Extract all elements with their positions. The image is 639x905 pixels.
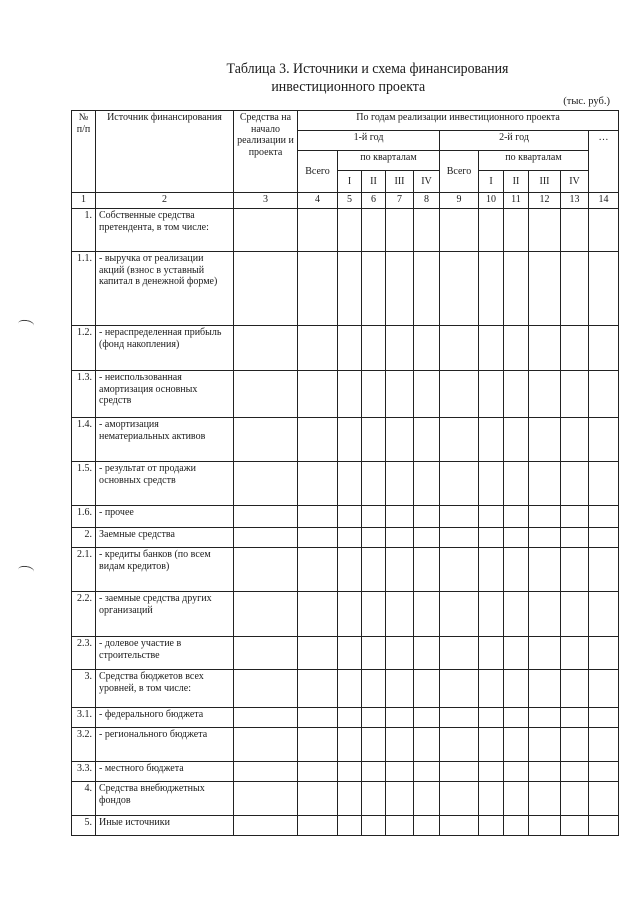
- value-cell: [589, 418, 619, 462]
- value-cell: [234, 728, 298, 762]
- value-cell: [298, 708, 338, 728]
- scan-mark: [17, 565, 34, 576]
- value-cell: [589, 637, 619, 670]
- row-source: Заемные средства: [96, 528, 234, 548]
- header-source: Источник финансирования: [96, 111, 234, 193]
- value-cell: [338, 528, 362, 548]
- value-cell: [386, 708, 414, 728]
- header-total-year2: Всего: [440, 151, 479, 193]
- value-cell: [234, 418, 298, 462]
- value-cell: [234, 506, 298, 528]
- value-cell: [234, 637, 298, 670]
- value-cell: [386, 637, 414, 670]
- value-cell: [440, 816, 479, 836]
- header-funds: Средства на начало реализации и проекта: [234, 111, 298, 193]
- value-cell: [414, 528, 440, 548]
- value-cell: [440, 418, 479, 462]
- value-cell: [298, 326, 338, 371]
- header-quarters-year2: по кварталам: [479, 151, 589, 171]
- row-source: - неиспользованная амортизация основных средств: [96, 371, 234, 418]
- value-cell: [440, 670, 479, 708]
- value-cell: [529, 637, 561, 670]
- row-number: 1.: [72, 209, 96, 252]
- value-cell: [561, 418, 589, 462]
- title-line-2: инвестиционного проекта: [271, 79, 426, 95]
- value-cell: [589, 782, 619, 816]
- value-cell: [561, 762, 589, 782]
- row-number: 5.: [72, 816, 96, 836]
- row-source: - регионального бюджета: [96, 728, 234, 762]
- value-cell: [362, 637, 386, 670]
- value-cell: [504, 252, 529, 326]
- value-cell: [298, 782, 338, 816]
- value-cell: [414, 371, 440, 418]
- value-cell: [338, 592, 362, 637]
- value-cell: [529, 708, 561, 728]
- column-number: 3: [234, 193, 298, 209]
- value-cell: [440, 548, 479, 592]
- value-cell: [386, 506, 414, 528]
- title-line-1: Таблица 3. Источники и схема финансирования: [226, 61, 509, 77]
- row-number: 1.4.: [72, 418, 96, 462]
- row-number: 1.6.: [72, 506, 96, 528]
- units-label: (тыс. руб.): [563, 96, 610, 107]
- value-cell: [479, 762, 504, 782]
- value-cell: [234, 762, 298, 782]
- table-row: [72, 637, 619, 670]
- value-cell: [504, 209, 529, 252]
- value-cell: [529, 326, 561, 371]
- table-row: [72, 728, 619, 762]
- row-source: - федерального бюджета: [96, 708, 234, 728]
- value-cell: [589, 728, 619, 762]
- column-number: 14: [589, 193, 619, 209]
- value-cell: [479, 462, 504, 506]
- scan-mark: [17, 319, 34, 330]
- value-cell: [338, 418, 362, 462]
- value-cell: [479, 592, 504, 637]
- table-row: [72, 670, 619, 708]
- value-cell: [338, 326, 362, 371]
- value-cell: [386, 782, 414, 816]
- value-cell: [414, 708, 440, 728]
- value-cell: [338, 708, 362, 728]
- column-number: 10: [479, 193, 504, 209]
- column-number: 2: [96, 193, 234, 209]
- value-cell: [479, 528, 504, 548]
- value-cell: [479, 252, 504, 326]
- row-source: - местного бюджета: [96, 762, 234, 782]
- value-cell: [234, 371, 298, 418]
- row-number: 3.1.: [72, 708, 96, 728]
- value-cell: [589, 528, 619, 548]
- row-source: Средства бюджетов всех уровней, в том числе:: [96, 670, 234, 708]
- value-cell: [479, 728, 504, 762]
- value-cell: [504, 670, 529, 708]
- value-cell: [529, 528, 561, 548]
- value-cell: [529, 762, 561, 782]
- value-cell: [362, 462, 386, 506]
- value-cell: [529, 782, 561, 816]
- row-source: - результат от продажи основных средств: [96, 462, 234, 506]
- value-cell: [414, 782, 440, 816]
- header-quarter-y2-3: III: [529, 171, 561, 193]
- table-row: [72, 816, 619, 836]
- value-cell: [362, 592, 386, 637]
- value-cell: [589, 548, 619, 592]
- value-cell: [338, 728, 362, 762]
- value-cell: [529, 728, 561, 762]
- value-cell: [561, 816, 589, 836]
- value-cell: [529, 816, 561, 836]
- table-row: [72, 528, 619, 548]
- column-number: 9: [440, 193, 479, 209]
- row-source: - выручка от реализации акций (взнос в уставный капитал в денежной форме): [96, 252, 234, 326]
- column-number: 11: [504, 193, 529, 209]
- value-cell: [479, 637, 504, 670]
- header-quarter-y1-4: IV: [414, 171, 440, 193]
- value-cell: [440, 209, 479, 252]
- value-cell: [414, 209, 440, 252]
- value-cell: [298, 528, 338, 548]
- value-cell: [234, 782, 298, 816]
- value-cell: [414, 418, 440, 462]
- value-cell: [504, 637, 529, 670]
- value-cell: [479, 326, 504, 371]
- value-cell: [440, 506, 479, 528]
- value-cell: [529, 592, 561, 637]
- value-cell: [298, 462, 338, 506]
- value-cell: [561, 326, 589, 371]
- financing-table: [71, 110, 619, 836]
- value-cell: [504, 506, 529, 528]
- value-cell: [362, 670, 386, 708]
- value-cell: [561, 252, 589, 326]
- value-cell: [440, 371, 479, 418]
- header-quarters-year1: по кварталам: [338, 151, 440, 171]
- value-cell: [589, 506, 619, 528]
- column-number: 13: [561, 193, 589, 209]
- value-cell: [234, 252, 298, 326]
- value-cell: [529, 548, 561, 592]
- value-cell: [504, 592, 529, 637]
- value-cell: [440, 728, 479, 762]
- value-cell: [589, 592, 619, 637]
- value-cell: [479, 782, 504, 816]
- value-cell: [386, 816, 414, 836]
- table-row: [72, 548, 619, 592]
- table-row: [72, 592, 619, 637]
- value-cell: [589, 670, 619, 708]
- value-cell: [504, 708, 529, 728]
- value-cell: [504, 326, 529, 371]
- value-cell: [561, 462, 589, 506]
- value-cell: [414, 637, 440, 670]
- row-number: 1.1.: [72, 252, 96, 326]
- row-number: 2.2.: [72, 592, 96, 637]
- value-cell: [440, 528, 479, 548]
- value-cell: [589, 326, 619, 371]
- value-cell: [504, 728, 529, 762]
- value-cell: [298, 252, 338, 326]
- header-by-years: По годам реализации инвестиционного проекта: [298, 111, 619, 131]
- value-cell: [561, 528, 589, 548]
- value-cell: [338, 371, 362, 418]
- value-cell: [338, 816, 362, 836]
- value-cell: [561, 637, 589, 670]
- value-cell: [298, 637, 338, 670]
- value-cell: [414, 548, 440, 592]
- value-cell: [589, 371, 619, 418]
- value-cell: [414, 506, 440, 528]
- value-cell: [362, 326, 386, 371]
- value-cell: [414, 728, 440, 762]
- table-row: [72, 252, 619, 326]
- value-cell: [414, 252, 440, 326]
- value-cell: [386, 528, 414, 548]
- row-source: - долевое участие в строительстве: [96, 637, 234, 670]
- value-cell: [234, 548, 298, 592]
- header-year2: 2-й год: [440, 131, 589, 151]
- table-row: [72, 418, 619, 462]
- row-source: Иные источники: [96, 816, 234, 836]
- value-cell: [561, 670, 589, 708]
- value-cell: [529, 252, 561, 326]
- value-cell: [338, 462, 362, 506]
- value-cell: [561, 708, 589, 728]
- value-cell: [440, 762, 479, 782]
- value-cell: [479, 506, 504, 528]
- header-quarter-y2-2: II: [504, 171, 529, 193]
- value-cell: [589, 762, 619, 782]
- value-cell: [504, 528, 529, 548]
- value-cell: [386, 728, 414, 762]
- header-year1: 1-й год: [298, 131, 440, 151]
- column-number: 5: [338, 193, 362, 209]
- value-cell: [386, 592, 414, 637]
- value-cell: [386, 418, 414, 462]
- header-total-year1: Всего: [298, 151, 338, 193]
- value-cell: [298, 816, 338, 836]
- header-quarter-y1-3: III: [386, 171, 414, 193]
- value-cell: [338, 762, 362, 782]
- value-cell: [298, 548, 338, 592]
- row-source: - прочее: [96, 506, 234, 528]
- value-cell: [440, 782, 479, 816]
- row-number: 2.: [72, 528, 96, 548]
- value-cell: [504, 762, 529, 782]
- value-cell: [589, 252, 619, 326]
- value-cell: [479, 548, 504, 592]
- value-cell: [440, 326, 479, 371]
- value-cell: [414, 816, 440, 836]
- value-cell: [298, 506, 338, 528]
- value-cell: [440, 462, 479, 506]
- value-cell: [504, 816, 529, 836]
- row-source: Средства внебюджетных фондов: [96, 782, 234, 816]
- value-cell: [298, 728, 338, 762]
- row-number: 3.: [72, 670, 96, 708]
- value-cell: [504, 782, 529, 816]
- value-cell: [529, 371, 561, 418]
- value-cell: [298, 371, 338, 418]
- table-row: [72, 371, 619, 418]
- value-cell: [298, 209, 338, 252]
- value-cell: [362, 782, 386, 816]
- value-cell: [561, 592, 589, 637]
- row-number: 3.2.: [72, 728, 96, 762]
- value-cell: [234, 670, 298, 708]
- value-cell: [561, 209, 589, 252]
- value-cell: [386, 670, 414, 708]
- value-cell: [479, 418, 504, 462]
- row-number: 4.: [72, 782, 96, 816]
- value-cell: [504, 371, 529, 418]
- value-cell: [234, 326, 298, 371]
- value-cell: [479, 670, 504, 708]
- value-cell: [561, 728, 589, 762]
- value-cell: [362, 252, 386, 326]
- value-cell: [386, 209, 414, 252]
- column-number: 6: [362, 193, 386, 209]
- value-cell: [234, 462, 298, 506]
- table-title: [13, 60, 626, 96]
- value-cell: [414, 326, 440, 371]
- value-cell: [414, 592, 440, 637]
- value-cell: [529, 670, 561, 708]
- value-cell: [479, 209, 504, 252]
- value-cell: [338, 782, 362, 816]
- value-cell: [529, 209, 561, 252]
- value-cell: [362, 816, 386, 836]
- header-quarter-y1-1: I: [338, 171, 362, 193]
- value-cell: [234, 708, 298, 728]
- value-cell: [386, 762, 414, 782]
- header-quarter-y2-1: I: [479, 171, 504, 193]
- value-cell: [589, 462, 619, 506]
- value-cell: [386, 548, 414, 592]
- value-cell: [561, 371, 589, 418]
- value-cell: [362, 418, 386, 462]
- value-cell: [561, 548, 589, 592]
- value-cell: [338, 209, 362, 252]
- table-row: [72, 462, 619, 506]
- header-quarter-y2-4: IV: [561, 171, 589, 193]
- row-source: - заемные средства других организаций: [96, 592, 234, 637]
- value-cell: [589, 816, 619, 836]
- value-cell: [386, 462, 414, 506]
- row-number: 2.1.: [72, 548, 96, 592]
- row-number: 1.3.: [72, 371, 96, 418]
- value-cell: [338, 252, 362, 326]
- value-cell: [338, 506, 362, 528]
- value-cell: [479, 371, 504, 418]
- value-cell: [386, 371, 414, 418]
- value-cell: [338, 548, 362, 592]
- column-number: 4: [298, 193, 338, 209]
- value-cell: [561, 506, 589, 528]
- value-cell: [414, 762, 440, 782]
- value-cell: [362, 506, 386, 528]
- value-cell: [298, 762, 338, 782]
- value-cell: [440, 592, 479, 637]
- value-cell: [504, 462, 529, 506]
- value-cell: [589, 708, 619, 728]
- value-cell: [440, 252, 479, 326]
- column-number: 12: [529, 193, 561, 209]
- table-row: [72, 209, 619, 252]
- value-cell: [362, 728, 386, 762]
- value-cell: [338, 670, 362, 708]
- value-cell: [298, 592, 338, 637]
- value-cell: [338, 637, 362, 670]
- value-cell: [234, 592, 298, 637]
- value-cell: [362, 762, 386, 782]
- row-source: - нераспределенная прибыль (фонд накопления): [96, 326, 234, 371]
- table-row: [72, 708, 619, 728]
- header-quarter-y1-2: II: [362, 171, 386, 193]
- row-source: - амортизация нематериальных активов: [96, 418, 234, 462]
- value-cell: [362, 371, 386, 418]
- column-number: 1: [72, 193, 96, 209]
- value-cell: [234, 209, 298, 252]
- table-row: [72, 326, 619, 371]
- row-number: 3.3.: [72, 762, 96, 782]
- header-num: № п/п: [72, 111, 96, 193]
- value-cell: [589, 209, 619, 252]
- header-ellipsis: …: [589, 131, 619, 193]
- value-cell: [234, 528, 298, 548]
- value-cell: [529, 506, 561, 528]
- value-cell: [386, 326, 414, 371]
- table-row: [72, 506, 619, 528]
- value-cell: [386, 252, 414, 326]
- table-row: [72, 762, 619, 782]
- value-cell: [440, 708, 479, 728]
- value-cell: [561, 782, 589, 816]
- value-cell: [298, 670, 338, 708]
- value-cell: [362, 528, 386, 548]
- value-cell: [440, 637, 479, 670]
- row-source: Собственные средства претендента, в том числе:: [96, 209, 234, 252]
- value-cell: [504, 548, 529, 592]
- value-cell: [529, 418, 561, 462]
- value-cell: [479, 708, 504, 728]
- row-number: 1.5.: [72, 462, 96, 506]
- value-cell: [362, 708, 386, 728]
- value-cell: [234, 816, 298, 836]
- value-cell: [414, 462, 440, 506]
- value-cell: [362, 209, 386, 252]
- value-cell: [479, 816, 504, 836]
- column-number: 8: [414, 193, 440, 209]
- column-number: 7: [386, 193, 414, 209]
- row-number: 2.3.: [72, 637, 96, 670]
- value-cell: [529, 462, 561, 506]
- row-number: 1.2.: [72, 326, 96, 371]
- value-cell: [504, 418, 529, 462]
- value-cell: [414, 670, 440, 708]
- value-cell: [362, 548, 386, 592]
- row-source: - кредиты банков (по всем видам кредитов): [96, 548, 234, 592]
- table-row: [72, 782, 619, 816]
- value-cell: [298, 418, 338, 462]
